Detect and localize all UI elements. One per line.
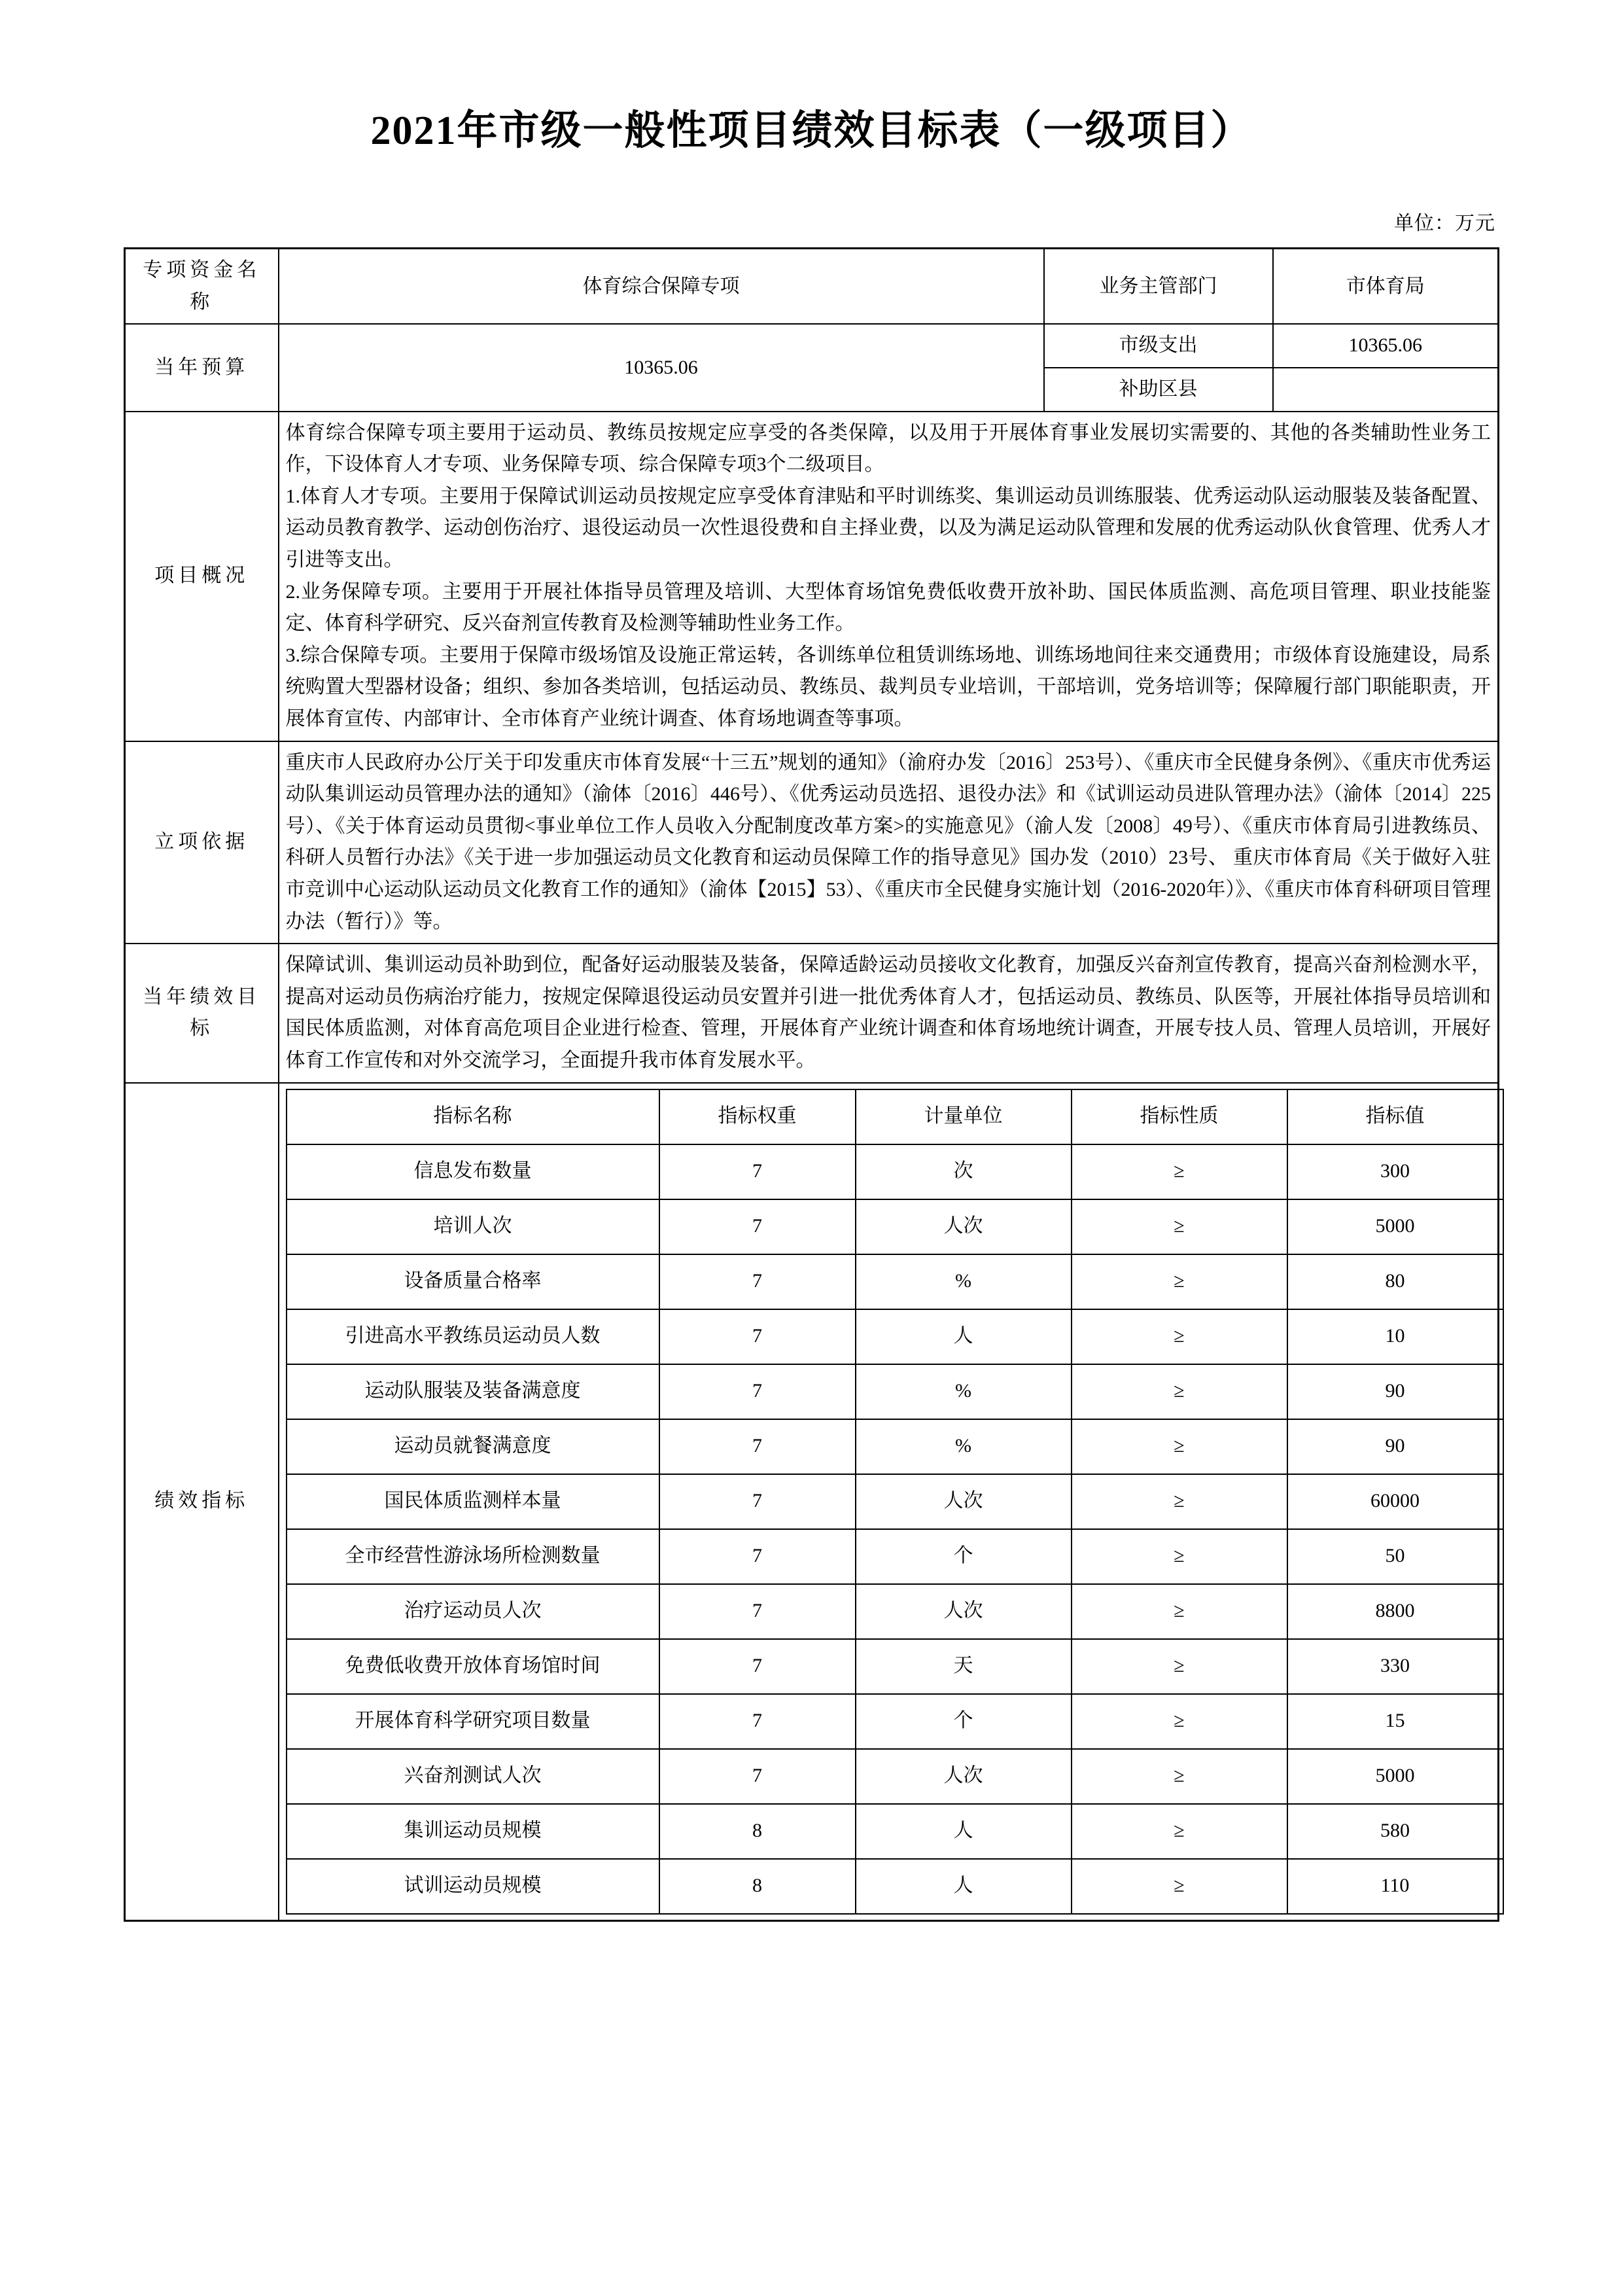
kpi-cell-unit: 天 [856,1639,1072,1694]
kpi-cell-unit: 人次 [856,1199,1072,1254]
basis-label: 立项依据 [125,741,279,944]
budget-value: 10365.06 [279,324,1044,411]
kpi-header-row [287,1089,1503,1144]
kpi-cell-weight: 7 [659,1749,856,1804]
kpi-cell-unit: 人 [856,1859,1072,1914]
kpi-cell-value: 5000 [1287,1749,1503,1804]
city-expenditure-label: 市级支出 [1044,324,1273,368]
kpi-cell-unit: 人次 [856,1584,1072,1639]
kpi-cell-name: 集训运动员规模 [287,1804,659,1859]
kpi-cell-name: 免费低收费开放体育场馆时间 [287,1639,659,1694]
kpi-cell-name: 运动员就餐满意度 [287,1419,659,1474]
table-row-fund-name [125,249,1499,325]
kpi-cell-value: 330 [1287,1639,1503,1694]
basis-paragraph: 重庆市人民政府办公厅关于印发重庆市体育发展“十三五”规划的通知》（渝府办发〔2016〕253号）、《重庆市全民健身条例》、《重庆市优秀运动队集训运动员管理办法的通知》（渝体〔2016〕446号）、《优秀运动员选招、退役办法》和《试训运动员进队管理办法》（渝体〔2014〕225号）、《关于体育运动员贯彻<事业单位工作人员收入分配制度改革方案>的实施意见》（渝人发〔2008〕49号）、《重庆市体育局引进教练员、科研人员暂行办法》《关于进一步加强运动员文化教育和运动员保障工作的指导意见》国办发（2010）23号、 重庆市体育局《关于做好入驻市竞训中心运动队运动员文化教育工作的通知》（渝体【2015】53）、《重庆市全民健身实施计划（2016-2020年）》、《重庆市体育科研项目管理办法（暂行）》等。 [285,751,1491,932]
kpi-cell-weight: 7 [659,1144,856,1199]
budget-label: 当年预算 [125,324,279,411]
kpi-cell-nature: ≥ [1072,1474,1287,1529]
overview-paragraph: 1.体育人才专项。主要用于保障试训运动员按规定应享受体育津贴和平时训练奖、集训运动员训练服装、优秀运动队运动服装及装备配置、运动员教育教学、运动创伤治疗、退役运动员一次性退役费和自主择业费，以及为满足运动队管理和发展的优秀运动队伙食管理、优秀人才引进等支出。 [285,485,1491,571]
kpi-cell-nature: ≥ [1072,1144,1287,1199]
fund-name-label: 专项资金名称 [125,249,279,325]
overview-content [279,412,1499,741]
table-row [287,1804,1503,1859]
kpi-cell-value: 15 [1287,1694,1503,1749]
kpi-cell-weight: 7 [659,1309,856,1364]
kpi-cell-name: 兴奋剂测试人次 [287,1749,659,1804]
annual-goal-label: 当年绩效目标 [125,944,279,1082]
table-row [287,1749,1503,1804]
kpi-cell-value: 8800 [1287,1584,1503,1639]
dept-value: 市体育局 [1273,249,1499,325]
kpi-cell-unit: 人次 [856,1749,1072,1804]
table-row-kpi [125,1083,1499,1921]
kpi-header-nature: 指标性质 [1072,1089,1287,1144]
subsidy-label: 补助区县 [1044,368,1273,412]
fund-name-value: 体育综合保障专项 [279,249,1044,325]
kpi-cell-unit: % [856,1419,1072,1474]
kpi-cell-weight: 8 [659,1804,856,1859]
page-title: 2021年市级一般性项目绩效目标表（一级项目） [370,109,1253,153]
kpi-cell-weight: 7 [659,1419,856,1474]
kpi-cell-name: 引进高水平教练员运动员人数 [287,1309,659,1364]
kpi-cell-weight: 7 [659,1694,856,1749]
kpi-cell-name: 设备质量合格率 [287,1254,659,1309]
overview-label: 项目概况 [125,412,279,741]
kpi-cell-weight: 7 [659,1199,856,1254]
kpi-cell-weight: 7 [659,1584,856,1639]
kpi-cell-weight: 7 [659,1474,856,1529]
table-row [287,1694,1503,1749]
kpi-cell-unit: 人 [856,1804,1072,1859]
kpi-cell-unit: % [856,1254,1072,1309]
kpi-cell-name: 全市经营性游泳场所检测数量 [287,1529,659,1584]
overview-paragraph: 3.综合保障专项。主要用于保障市级场馆及设施正常运转，各训练单位租赁训练场地、训练场地间往来交通费用；市级体育设施建设，局系统购置大型器材设备；组织、参加各类培训，包括运动员、教练员、裁判员专业培训，干部培训，党务培训等；保障履行部门职能职责，开展体育宣传、内部审计、全市体育产业统计调查、体育场地调查等事项。 [285,644,1491,730]
table-row [287,1639,1503,1694]
kpi-cell-weight: 7 [659,1254,856,1309]
kpi-header-value: 指标值 [1287,1089,1503,1144]
kpi-cell-weight: 8 [659,1859,856,1914]
kpi-cell-nature: ≥ [1072,1254,1287,1309]
kpi-cell-unit: 个 [856,1529,1072,1584]
kpi-cell-value: 580 [1287,1804,1503,1859]
kpi-cell-nature: ≥ [1072,1199,1287,1254]
kpi-cell-nature: ≥ [1072,1584,1287,1639]
kpi-cell-nature: ≥ [1072,1364,1287,1419]
kpi-cell-value: 5000 [1287,1199,1503,1254]
table-row [287,1474,1503,1529]
table-row-annual-goal [125,944,1499,1082]
kpi-cell-value: 110 [1287,1859,1503,1914]
table-row [287,1309,1503,1364]
table-row [287,1144,1503,1199]
table-row [287,1419,1503,1474]
table-row [287,1859,1503,1914]
annual-goal-content [279,944,1499,1082]
table-row [287,1584,1503,1639]
kpi-cell-nature: ≥ [1072,1639,1287,1694]
table-row [287,1529,1503,1584]
kpi-cell-value: 60000 [1287,1474,1503,1529]
kpi-cell-name: 开展体育科学研究项目数量 [287,1694,659,1749]
performance-goal-table [124,247,1499,1921]
kpi-cell-name: 培训人次 [287,1199,659,1254]
kpi-cell-value: 80 [1287,1254,1503,1309]
kpi-cell-weight: 7 [659,1364,856,1419]
kpi-cell-value: 10 [1287,1309,1503,1364]
basis-content [279,741,1499,944]
kpi-cell-name: 运动队服装及装备满意度 [287,1364,659,1419]
kpi-cell-weight: 7 [659,1529,856,1584]
kpi-header-name: 指标名称 [287,1089,659,1144]
city-expenditure-value: 10365.06 [1273,324,1499,368]
kpi-cell-name: 治疗运动员人次 [287,1584,659,1639]
kpi-cell-unit: % [856,1364,1072,1419]
kpi-cell-name: 国民体质监测样本量 [287,1474,659,1529]
table-row-budget-city [125,324,1499,368]
kpi-cell-name: 试训运动员规模 [287,1859,659,1914]
kpi-cell-weight: 7 [659,1639,856,1694]
overview-paragraph: 2.业务保障专项。主要用于开展社体指导员管理及培训、大型体育场馆免费低收费开放补助、国民体质监测、高危项目管理、职业技能鉴定、体育科学研究、反兴奋剂宣传教育及检测等辅助性业务工作。 [285,580,1491,635]
kpi-cell-value: 90 [1287,1419,1503,1474]
table-row-basis [125,741,1499,944]
table-row [287,1364,1503,1419]
kpi-cell-unit: 次 [856,1144,1072,1199]
kpi-cell-unit: 人次 [856,1474,1072,1529]
kpi-cell-nature: ≥ [1072,1419,1287,1474]
unit-note: 单位：万元 [1394,213,1495,235]
kpi-cell-value: 90 [1287,1364,1503,1419]
dept-label: 业务主管部门 [1044,249,1273,325]
kpi-cell-unit: 个 [856,1694,1072,1749]
kpi-header-weight: 指标权重 [659,1089,856,1144]
kpi-cell-nature: ≥ [1072,1749,1287,1804]
overview-paragraph: 体育综合保障专项主要用于运动员、教练员按规定应享受的各类保障，以及用于开展体育事业发展切实需要的、其他的各类辅助性业务工作，下设体育人才专项、业务保障专项、综合保障专项3个二级项目。 [285,421,1491,476]
table-row [287,1254,1503,1309]
kpi-cell-unit: 人 [856,1309,1072,1364]
annual-goal-paragraph: 保障试训、集训运动员补助到位，配备好运动服装及装备，保障适龄运动员接收文化教育，加强反兴奋剂宣传教育，提高兴奋剂检测水平，提高对运动员伤病治疗能力，按规定保障退役运动员安置并引进一批优秀体育人才，包括运动员、教练员、队医等，开展社体指导员培训和国民体质监测，对体育高危项目企业进行检查、管理，开展体育产业统计调查和体育场地统计调查，开展专技人员、管理人员培训，开展好体育工作宣传和对外交流学习，全面提升我市体育发展水平。 [285,954,1491,1071]
kpi-cell-nature: ≥ [1072,1694,1287,1749]
kpi-table [286,1089,1504,1915]
kpi-header-unit: 计量单位 [856,1089,1072,1144]
kpi-cell-name: 信息发布数量 [287,1144,659,1199]
kpi-cell-nature: ≥ [1072,1309,1287,1364]
kpi-cell-nature: ≥ [1072,1859,1287,1914]
kpi-cell-value: 50 [1287,1529,1503,1584]
subsidy-value [1273,368,1499,412]
kpi-cell-nature: ≥ [1072,1529,1287,1584]
kpi-cell-nature: ≥ [1072,1804,1287,1859]
kpi-cell-value: 300 [1287,1144,1503,1199]
kpi-label: 绩效指标 [125,1083,279,1921]
kpi-table-host [279,1083,1499,1921]
table-row [287,1199,1503,1254]
table-row-overview [125,412,1499,741]
